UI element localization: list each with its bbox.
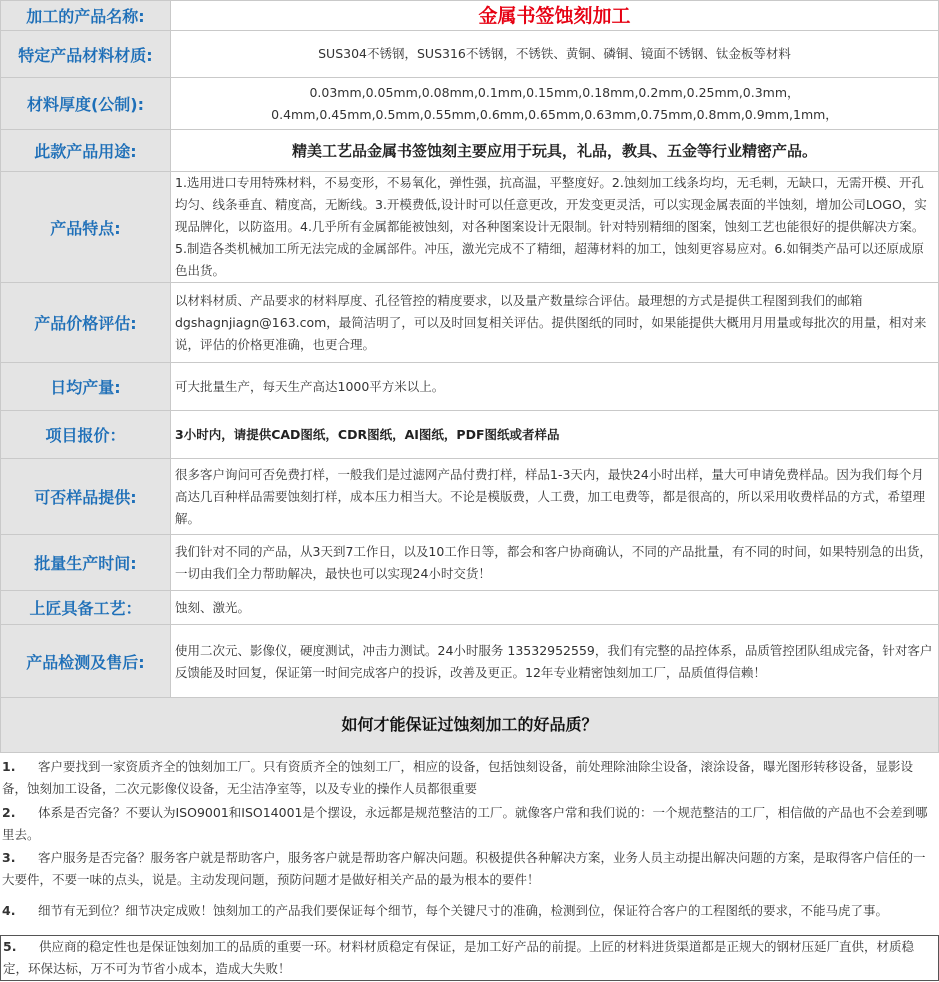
label-thickness: 材料厚度(公制): (1, 78, 171, 130)
label-features: 产品特点: (1, 172, 171, 283)
quality-item-1 (0, 756, 939, 800)
qc-value: 使用二次元、影像仪，硬度测试，冲击力测试。24小时服务 13532952559，我们有完整的品控体系，品质管控团队组成完备，针对客户反馈能及时回复，保证第一时间完成客户的投诉，改善及更正。12年专业精密蚀刻加工厂，品质值得信赖！ (171, 625, 939, 699)
quality-item-3 (0, 847, 939, 891)
label-material: 特定产品材料材质: (1, 31, 171, 78)
label-quote: 项目报价： (1, 411, 171, 459)
quality-item-text: 客户服务是否完备？服务客户就是帮助客户，服务客户就是帮助客户解决问题。积极提供各种解决方案，业务人员主动提出解决问题的方案，是取得客户信任的一大要件，不要一味的点头，说是。主动发现问题，预防问题才是做好相关产品的最为根本的要件！ (2, 850, 926, 887)
label-use: 此款产品用途: (1, 130, 171, 172)
row-daily-output (1, 363, 939, 411)
label-craft: 上匠具备工艺： (1, 591, 171, 625)
quality-item-number: 1. (2, 759, 16, 774)
sample-value: 很多客户询问可否免费打样，一般我们是过滤网产品付费打样，样品1-3天内，最快24小时出样，量大可申请免费样品。因为我们每个月高达几百种样品需要蚀刻打样，成本压力相当大。不论是模版费，人工费，加工电费等，都是很高的，所以采用收费样品的方式，希望理解。 (171, 459, 939, 535)
row-thickness (1, 78, 939, 130)
row-price (1, 283, 939, 363)
thickness-value (171, 78, 939, 130)
quality-item-5 (0, 935, 939, 981)
row-use (1, 130, 939, 172)
quality-heading: 如何才能保证过蚀刻加工的好品质？ (0, 697, 939, 753)
row-product-name (1, 1, 939, 31)
batch-time-value: 我们针对不同的产品，从3天到7工作日，以及10工作日等，都会和客户协商确认，不同的产品批量，有不同的时间，如果特别急的出货，一切由我们全力帮助解决，最快也可以实现24小时交货！ (171, 535, 939, 591)
quality-item-text: 客户要找到一家资质齐全的蚀刻加工厂。只有资质齐全的蚀刻工厂，相应的设备，包括蚀刻设备，前处理除油除尘设备，滚涂设备，曝光图形转移设备，显影设备，蚀刻加工设备，二次元影像仪设备，无尘洁净室等，以及专业的操作人员都很重要 (2, 759, 914, 796)
quality-item-number: 4. (2, 903, 16, 918)
quality-item-text: 供应商的稳定性也是保证蚀刻加工的品质的重要一环。材料材质稳定有保证，是加工好产品的前提。上匠的材料进货渠道都是正规大的钢材压延厂直供，材质稳定，环保达标，万不可为节省小成本，造成大失败！ (3, 939, 915, 976)
row-qc (1, 625, 939, 699)
label-sample: 可否样品提供: (1, 459, 171, 535)
row-craft (1, 591, 939, 625)
product-name-title: 金属书签蚀刻加工 (171, 1, 939, 31)
quality-item-number: 5. (3, 939, 17, 954)
material-value: SUS304不锈钢，SUS316不锈钢，不锈铁、黄铜、磷铜、镜面不锈钢、钛金板等材料 (171, 31, 939, 78)
thickness-line-1: 0.03mm,0.05mm,0.08mm,0.1mm,0.15mm,0.18mm,0.2mm,0.25mm,0.3mm， (309, 84, 800, 100)
quality-item-text: 细节有无到位？细节决定成败！蚀刻加工的产品我们要保证每个细节，每个关键尺寸的准确，检测到位，保证符合客户的工程图纸的要求，不能马虎了事。 (38, 903, 889, 918)
label-daily-output: 日均产量: (1, 363, 171, 411)
row-batch-time (1, 535, 939, 591)
use-value: 精美工艺品金属书签蚀刻主要应用于玩具，礼品，教具、五金等行业精密产品。 (171, 130, 939, 172)
quality-item-number: 2. (2, 805, 16, 820)
label-price: 产品价格评估: (1, 283, 171, 363)
craft-value: 蚀刻、激光。 (171, 591, 939, 625)
row-features (1, 172, 939, 283)
label-batch-time: 批量生产时间: (1, 535, 171, 591)
quality-item-text: 体系是否完备？不要认为ISO9001和ISO14001是个摆设，永远都是规范整洁的工厂。就像客户常和我们说的：一个规范整洁的工厂，相信做的产品也不会差到哪里去。 (2, 805, 928, 842)
quality-item-2 (0, 802, 939, 846)
quality-item-4 (0, 900, 939, 922)
features-value: 1.选用进口专用特殊材料，不易变形，不易氧化，弹性强，抗高温，平整度好。2.蚀刻加工线条均均，无毛刺，无缺口，无需开模、开孔均匀、线条垂直、精度高，无断线。3.开模费低,设计时可以任意更改，开发变更灵活，可以实现金属表面的半蚀刻，增加公司LOGO，实现品牌化，以防盗用。4.几乎所有金属都能被蚀刻，对各种图案设计无限制。针对特别精细的图案，蚀刻工艺也能很好的提供解决方案。5.制造各类机械加工所无法完成的金属部件。冲压，激光完成不了精细，超薄材料的加工，蚀刻更容易应对。6.如铜类产品可以还原成原色出货。 (171, 172, 939, 283)
quote-value: 3小时内，请提供CAD图纸，CDR图纸，AI图纸，PDF图纸或者样品 (171, 411, 939, 459)
daily-output-value: 可大批量生产，每天生产高达1000平方米以上。 (171, 363, 939, 411)
label-qc: 产品检测及售后: (1, 625, 171, 699)
thickness-line-2: 0.4mm,0.45mm,0.5mm,0.55mm,0.6mm,0.65mm,0.63mm,0.75mm,0.8mm,0.9mm,1mm， (271, 106, 838, 122)
row-quote (1, 411, 939, 459)
label-product-name: 加工的产品名称: (1, 1, 171, 31)
row-material (1, 31, 939, 78)
quality-item-number: 3. (2, 850, 16, 865)
price-value: 以材料材质、产品要求的材料厚度、孔径管控的精度要求，以及量产数量综合评估。最理想的方式是提供工程图到我们的邮箱dgshagnjiagn@163.com，最简洁明了，可以及时回复相关评估。提供图纸的同时，如果能提供大概用月用量或每批次的用量，相对来说，评估的价格更准确，也更合理。 (171, 283, 939, 363)
row-sample (1, 459, 939, 535)
